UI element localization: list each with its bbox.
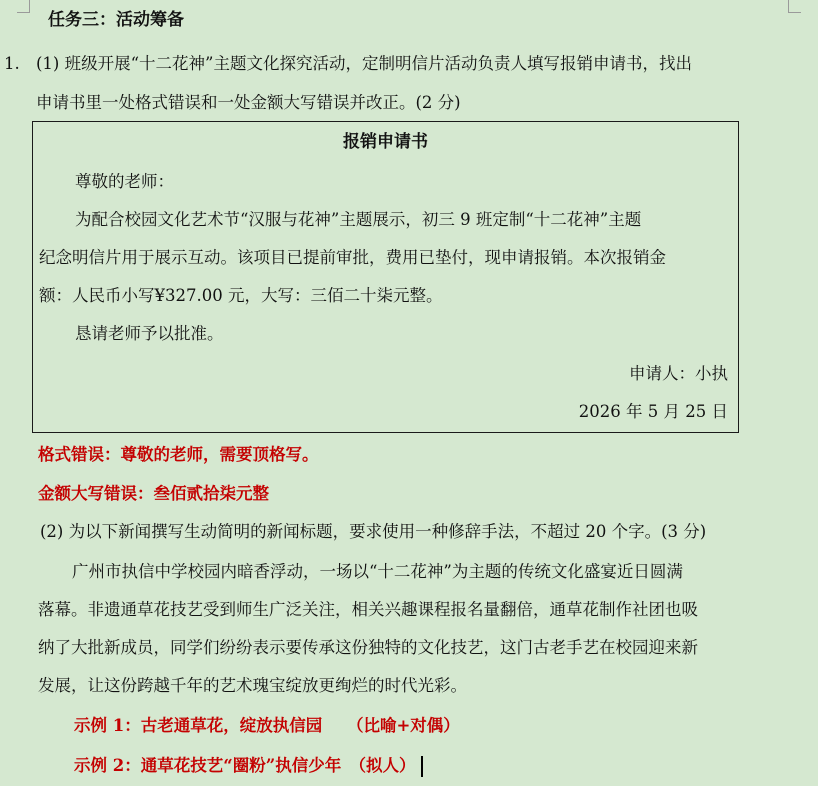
answer-example2-row <box>74 754 423 778</box>
form-date: 2026 年 5 月 25 日 <box>578 402 728 421</box>
question-part1-line1: (1) 班级开展“十二花神”主题文化探究活动，定制明信片活动负责人填写报销申请书，找出 <box>36 54 692 73</box>
form-body-line1: 为配合校园文化艺术节“汉服与花神”主题展示，初三 9 班定制“十二花神”主题 <box>75 210 642 229</box>
news-paragraph-line4: 发展，让这份跨越千年的艺术瑰宝绽放更绚烂的时代光彩。 <box>38 676 467 695</box>
question-number: 1. <box>4 54 20 73</box>
form-body-line2: 纪念明信片用于展示互动。该项目已提前审批，费用已垫付，现申请报销。本次报销金 <box>39 248 666 267</box>
question-part1-line2: 申请书里一处格式错误和一处金额大写错误并改正。(2 分) <box>36 93 461 112</box>
form-title: 报销申请书 <box>343 132 428 152</box>
form-body-line3: 额：人民币小写¥327.00 元，大写：三佰二十柒元整。 <box>39 286 443 305</box>
margin-corner-mark-left <box>17 0 30 13</box>
news-paragraph-line2: 落幕。非遗通草花技艺受到师生广泛关注，相关兴趣课程报名量翻倍，通草花制作社团也吸 <box>38 600 698 619</box>
text-cursor[interactable] <box>421 756 423 777</box>
reimbursement-form-box <box>32 121 739 433</box>
news-paragraph-line1: 广州市执信中学校园内暗香浮动，一场以“十二花神”为主题的传统文化盛宴近日圆满 <box>72 562 683 581</box>
form-salutation: 尊敬的老师： <box>75 172 174 191</box>
answer-example1: 示例 1：古老通草花，绽放执信园 （比喻+对偶） <box>74 716 460 735</box>
task-heading: 任务三：活动筹备 <box>48 10 184 30</box>
answer-example2: 示例 2：通草花技艺“圈粉”执信少年 （拟人） <box>74 756 416 775</box>
answer-amount-error: 金额大写错误：叁佰贰拾柒元整 <box>38 484 269 503</box>
form-applicant: 申请人：小执 <box>629 364 728 383</box>
form-body-line4: 恳请老师予以批准。 <box>75 324 224 343</box>
question-part2-prompt: (2) 为以下新闻撰写生动简明的新闻标题，要求使用一种修辞手法，不超过 20 个字。(3 分) <box>40 522 707 541</box>
answer-format-error: 格式错误：尊敬的老师，需要顶格写。 <box>38 445 319 464</box>
margin-corner-mark-right <box>788 0 801 13</box>
news-paragraph-line3: 纳了大批新成员，同学们纷纷表示要传承这份独特的文化技艺，这门古老手艺在校园迎来新 <box>38 638 698 657</box>
